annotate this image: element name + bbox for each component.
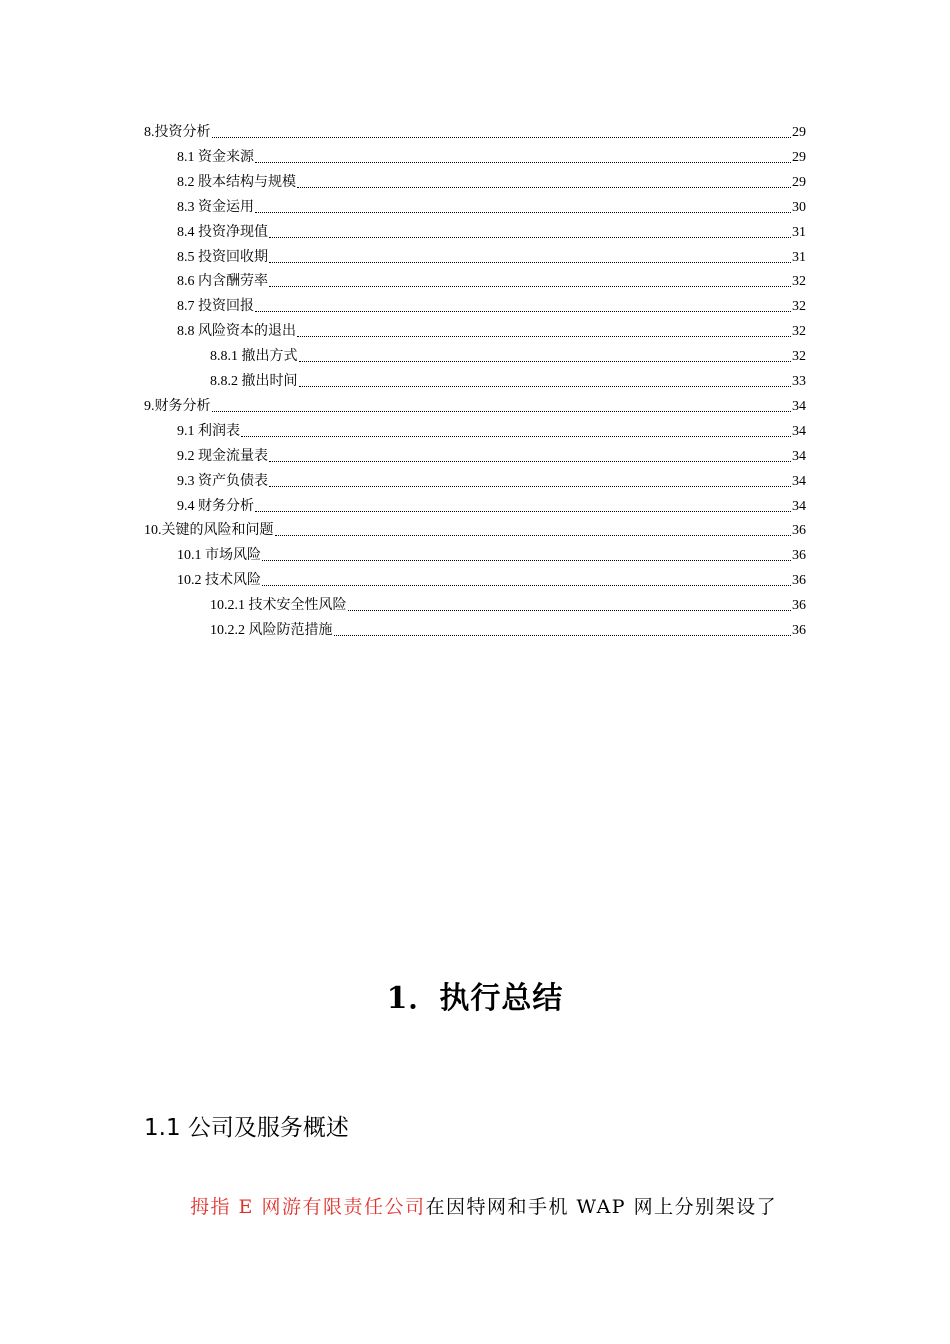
toc-dot-leader [299,361,792,362]
toc-entry-title: 8.7 投资回报 [177,299,254,314]
toc-entry[interactable] [210,621,806,641]
toc-dot-leader [262,560,791,561]
toc-entry-page: 36 [792,523,806,538]
toc-entry-title: 9.4 财务分析 [177,499,254,514]
toc-dot-leader [269,262,791,263]
toc-entry[interactable] [177,173,806,193]
toc-entry[interactable] [177,422,806,442]
toc-entry[interactable] [210,596,806,616]
toc-entry-page: 36 [792,623,806,638]
toc-entry[interactable] [177,297,806,317]
toc-entry[interactable] [144,397,806,417]
toc-entry[interactable] [177,223,806,243]
toc-entry-title: 8.2 股本结构与规模 [177,175,296,190]
toc-entry-page: 34 [792,424,806,439]
toc-entry-title: 9.1 利润表 [177,424,240,439]
toc-entry-page: 31 [792,225,806,240]
toc-entry-page: 34 [792,474,806,489]
toc-entry-page: 32 [792,324,806,339]
toc-entry-title: 9.3 资产负债表 [177,474,268,489]
toc-dot-leader [255,162,791,163]
toc-entry-page: 36 [792,573,806,588]
toc-entry-title: 8.5 投资回收期 [177,250,268,265]
toc-dot-leader [255,311,791,312]
section-title: 1.1 公司及服务概述 [144,1115,349,1141]
toc-entry-page: 36 [792,598,806,613]
toc-entry-page: 31 [792,250,806,265]
toc-entry-page: 30 [792,200,806,215]
toc-entry-page: 32 [792,274,806,289]
toc-entry-page: 32 [792,349,806,364]
toc-entry-page: 33 [792,374,806,389]
toc-dot-leader [255,511,791,512]
toc-entry-title: 9.2 现金流量表 [177,449,268,464]
toc-dot-leader [212,411,792,412]
toc-dot-leader [297,336,791,337]
toc-dot-leader [348,610,792,611]
toc-entry[interactable] [177,472,806,492]
toc-dot-leader [275,535,792,536]
intro-paragraph [190,1192,777,1222]
toc-dot-leader [269,461,791,462]
toc-entry[interactable] [144,521,806,541]
toc-entry[interactable] [210,372,806,392]
toc-entry[interactable] [177,497,806,517]
toc-entry[interactable] [177,272,806,292]
toc-dot-leader [334,635,792,636]
toc-dot-leader [269,486,791,487]
toc-entry-title: 8.8 风险资本的退出 [177,324,296,339]
toc-dot-leader [255,212,791,213]
toc-dot-leader [297,187,791,188]
toc-entry-page: 34 [792,449,806,464]
toc-entry-title: 8.4 投资净现值 [177,225,268,240]
paragraph-text: 在因特网和手机 WAP 网上分别架设了 [425,1196,778,1218]
toc-entry-title: 8.8.1 撤出方式 [210,349,298,364]
toc-entry-page: 29 [792,175,806,190]
toc-dot-leader [299,386,792,387]
toc-entry[interactable] [177,248,806,268]
company-name-highlight: 拇指 E 网游有限责任公司 [190,1196,426,1218]
toc-entry[interactable] [177,198,806,218]
toc-entry-page: 29 [792,150,806,165]
chapter-title: 1．执行总结 [386,981,564,1016]
toc-entry[interactable] [144,123,806,143]
toc-entry-title: 10.2.2 风险防范措施 [210,623,333,638]
toc-entry-title: 10.2 技术风险 [177,573,261,588]
toc-entry-page: 36 [792,548,806,563]
toc-entry[interactable] [177,571,806,591]
toc-entry[interactable] [210,347,806,367]
toc-entry[interactable] [177,148,806,168]
toc-entry-title: 10.1 市场风险 [177,548,261,563]
toc-entry-title: 10.2.1 技术安全性风险 [210,598,347,613]
toc-entry-title: 8.8.2 撤出时间 [210,374,298,389]
toc-dot-leader [269,237,791,238]
toc-entry[interactable] [177,322,806,342]
toc-entry[interactable] [177,447,806,467]
toc-dot-leader [241,436,791,437]
toc-dot-leader [262,585,791,586]
toc-entry-title: 8.投资分析 [144,125,211,140]
toc-entry[interactable] [177,546,806,566]
toc-entry-title: 8.3 资金运用 [177,200,254,215]
toc-entry-page: 32 [792,299,806,314]
toc-entry-title: 10.关键的风险和问题 [144,523,274,538]
toc-entry-page: 34 [792,499,806,514]
toc-entry-page: 29 [792,125,806,140]
toc-entry-title: 8.6 内含酬劳率 [177,274,268,289]
toc-dot-leader [269,286,791,287]
toc-entry-page: 34 [792,399,806,414]
toc-dot-leader [212,137,792,138]
toc-entry-title: 8.1 资金来源 [177,150,254,165]
toc-entry-title: 9.财务分析 [144,399,211,414]
